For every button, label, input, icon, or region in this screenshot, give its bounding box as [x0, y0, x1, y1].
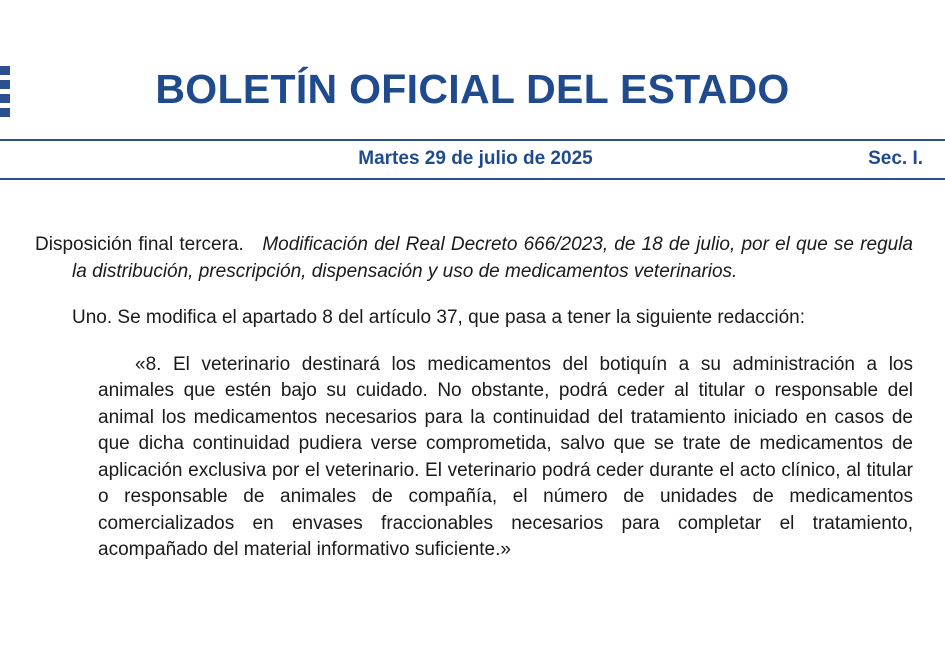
- masthead-title: [0, 66, 945, 113]
- issue-date: Martes 29 de julio de 2025: [358, 148, 593, 169]
- section-label: Sec. I.: [868, 148, 923, 169]
- paragraph-uno: Uno. Se modifica el apartado 8 del artículo 37, que pasa a tener la siguiente redacción:: [72, 307, 806, 328]
- document-body: [35, 232, 913, 564]
- disposition-title: Modificación del Real Decreto 666/2023, de 18 de julio, por el que se regula la distribución, prescripción, dispensación y uso de medicamentos veterinarios.: [72, 234, 913, 282]
- quoted-text: «8. El veterinario destinará los medicamentos del botiquín a su administración a los animales que estén bajo su cuidado. No obstante, podrá ceder al titular o responsable del animal los medicamentos necesarios para la continuidad del tratamiento iniciado en casos de que dicha continuidad pudiera verse comprometida, salvo que se trate de medicamentos de aplicación exclusiva por el veterinario. El veterinario podrá ceder durante el acto clínico, al titular o responsable de animales de compañía, el número de unidades de medicamentos comercializados en envases fraccionables necesarios para completar el tratamiento, acompañado del material informativo suficiente.»: [98, 353, 913, 560]
- masthead-title-text: BOLETÍN OFICIAL DEL ESTADO: [155, 66, 790, 112]
- disposition-label: Disposición final tercera.: [35, 234, 244, 255]
- header-rule-top: [0, 139, 945, 141]
- disposition-heading: [35, 232, 913, 285]
- header-rule-bottom: [0, 178, 945, 180]
